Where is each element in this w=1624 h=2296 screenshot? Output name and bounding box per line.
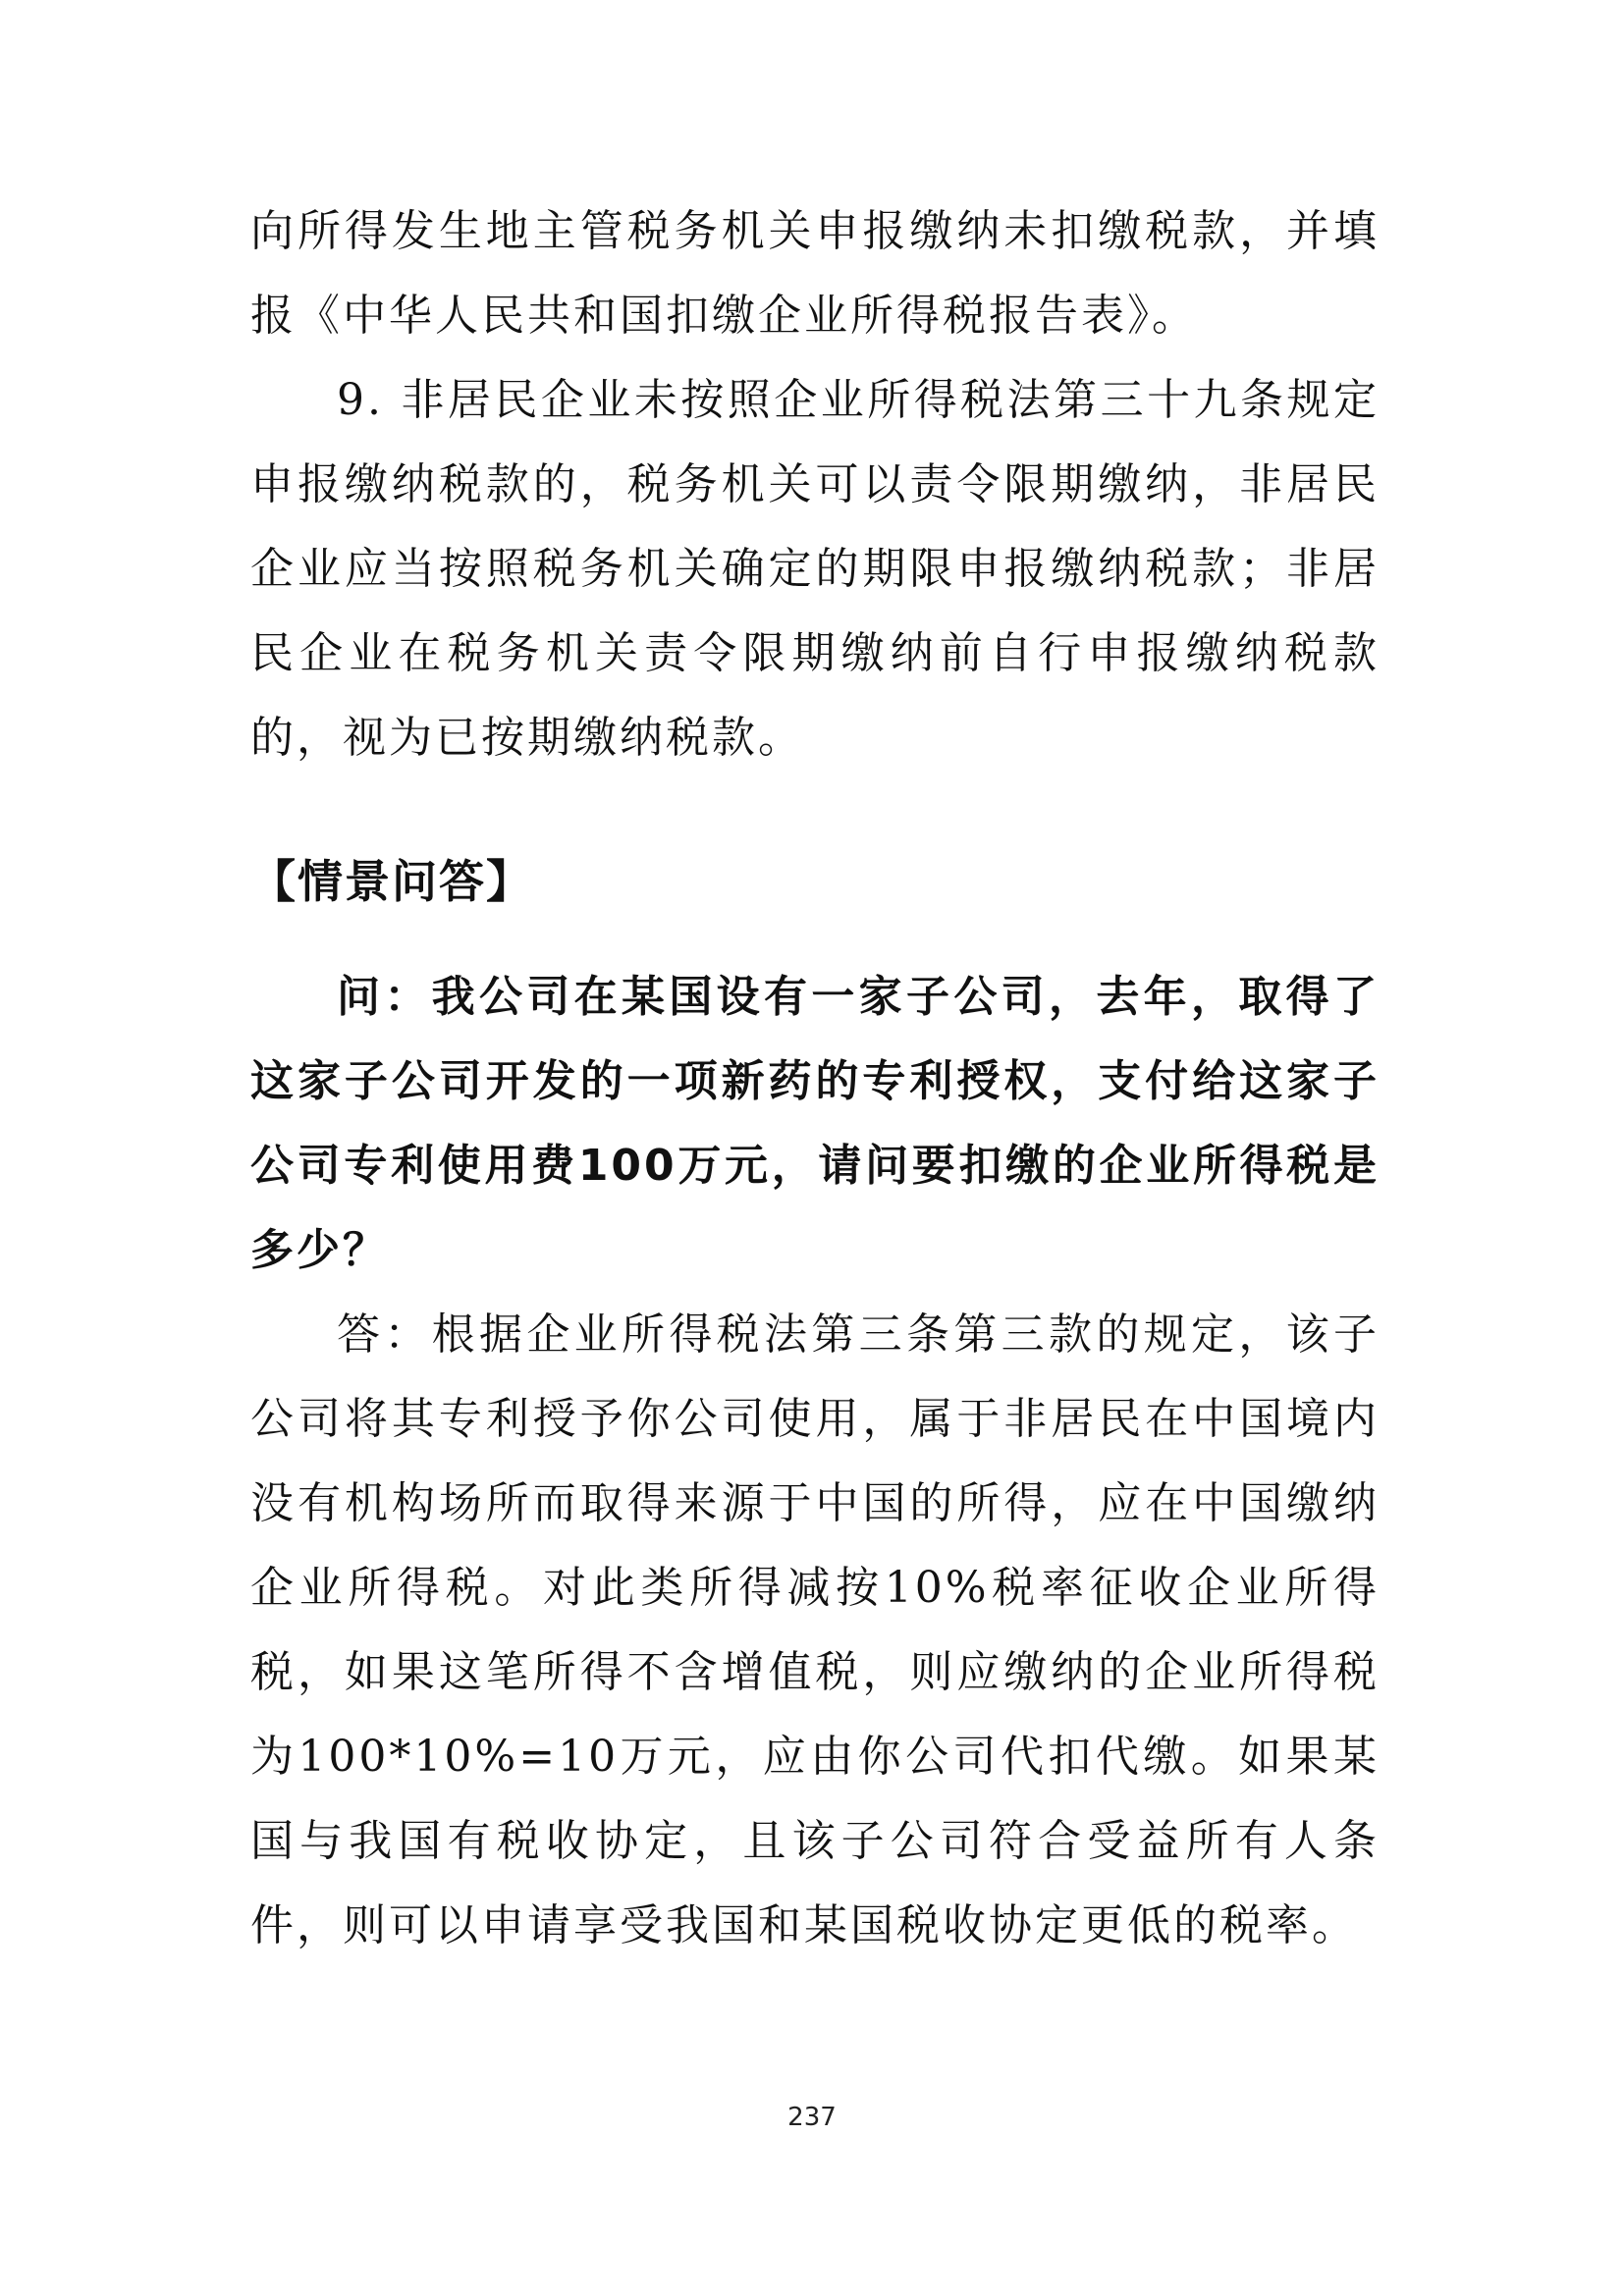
page-number: 237 <box>787 2103 837 2132</box>
answer-paragraph: 答：根据企业所得税法第三条第三款的规定，该子公司将其专利授予你公司使用，属于非居民在中国境内没有机构场所而取得来源于中国的所得，应在中国缴纳企业所得税。对此类所得减按10%税率征收企业所得税，如果这笔所得不含增值税，则应缴纳的企业所得税为100*10%=10万元，应由你公司代扣代缴。如果某国与我国有税收协定，且该子公司符合受益所有人条件，则可以申请享受我国和某国税收协定更低的税率。 <box>250 1309 1380 1950</box>
section-heading: 【情景问答】 <box>250 855 533 908</box>
paragraph-continuation: 向所得发生地主管税务机关申报缴纳未扣缴税款，并填报《中华人民共和国扣缴企业所得税报告表》。 <box>250 206 1380 341</box>
paragraph-item-9: 9. 非居民企业未按照企业所得税法第三十九条规定申报缴纳税款的，税务机关可以责令限期缴纳，非居民企业应当按照税务机关确定的期限申报缴纳税款；非居民企业在税务机关责令限期缴纳前自行申报缴纳税款的，视为已按期缴纳税款。 <box>250 375 1380 763</box>
qa-section <box>250 839 1380 1968</box>
body-top <box>250 189 1380 780</box>
question-paragraph: 问：我公司在某国设有一家子公司，去年，取得了这家子公司开发的一项新药的专利授权，支付给这家子公司专利使用费100万元，请问要扣缴的企业所得税是多少？ <box>250 972 1380 1275</box>
